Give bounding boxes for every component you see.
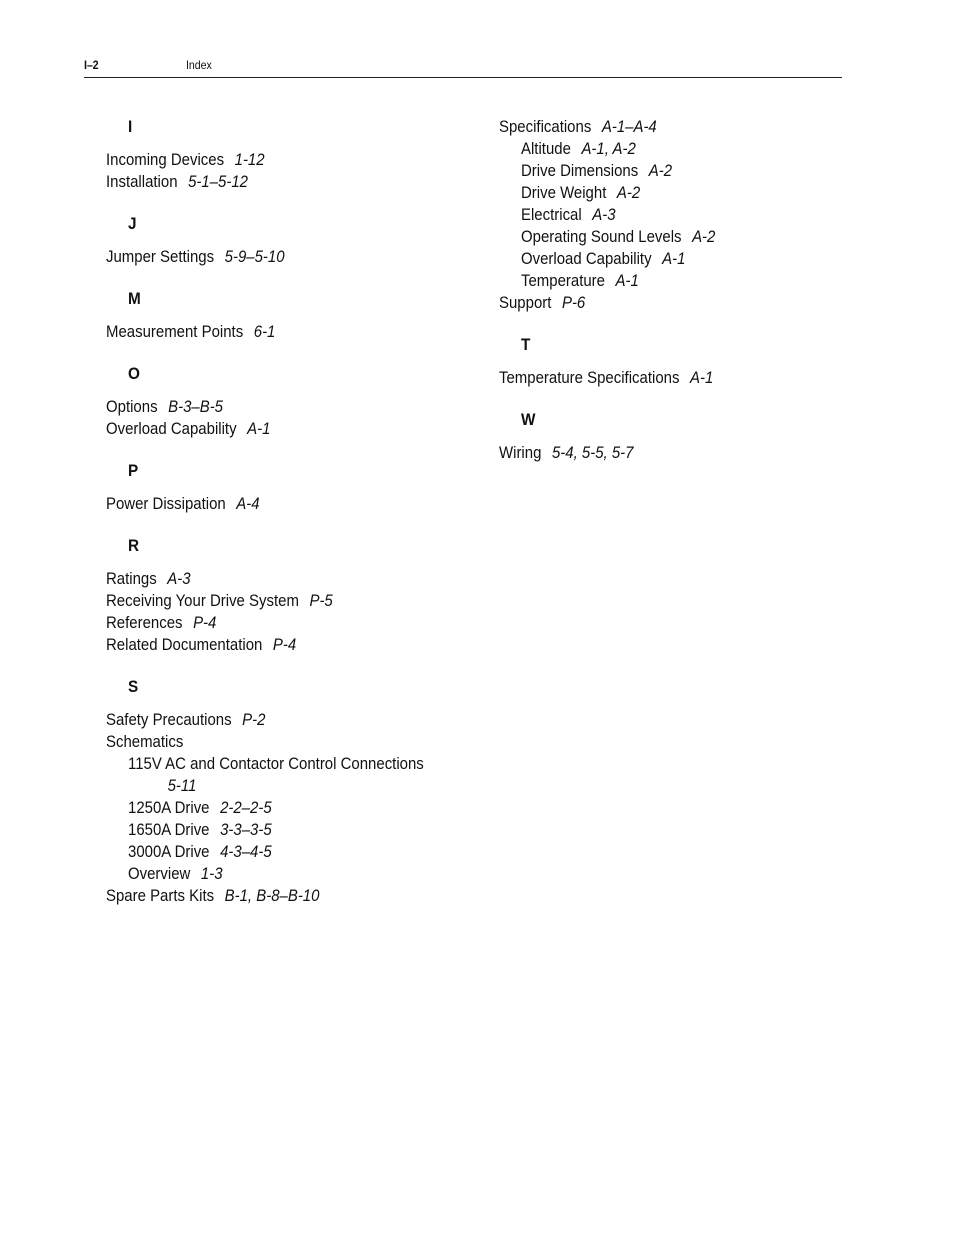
page-header [84, 58, 842, 78]
entry-term: Measurement Points [106, 322, 244, 341]
section-letter: T [521, 335, 531, 354]
index-entry [106, 493, 414, 515]
index-entry [106, 321, 414, 343]
entry-page-ref[interactable]: 5-9–5-10 [224, 247, 285, 266]
entry-page-ref[interactable]: A-1 [247, 419, 271, 438]
section-letter: O [128, 364, 140, 383]
index-entry [499, 292, 798, 314]
entry-page-ref[interactable]: A-1, A-2 [581, 139, 636, 158]
running-head: Index [186, 58, 212, 72]
entry-term: Support [499, 293, 552, 312]
index-subentry [499, 138, 798, 160]
index-subentry [106, 819, 414, 841]
entry-page-ref[interactable]: 5-4, 5-5, 5-7 [551, 443, 634, 462]
index-subentry [499, 270, 798, 292]
entry-term: 115V AC and Contactor Control Connections [128, 754, 424, 773]
entry-page-ref[interactable]: A-3 [592, 205, 616, 224]
entry-page-ref[interactable]: A-2 [648, 161, 673, 180]
section-letter: W [521, 410, 536, 429]
index-section [106, 213, 456, 268]
entry-term: Power Dissipation [106, 494, 226, 513]
entry-page-ref[interactable]: 3-3–3-5 [220, 820, 272, 839]
entry-page-ref[interactable]: B-3–B-5 [168, 397, 224, 416]
entry-page-ref[interactable]: A-2 [692, 227, 716, 246]
index-section [106, 535, 456, 656]
entry-term: 1650A Drive [128, 820, 210, 839]
entry-term: References [106, 613, 183, 632]
entry-page-ref[interactable]: A-3 [167, 569, 191, 588]
entry-term: Jumper Settings [106, 247, 215, 266]
entry-term: Temperature Specifications [499, 368, 680, 387]
entry-page-ref[interactable]: 1-12 [234, 150, 265, 169]
index-entry [499, 442, 798, 464]
entry-term: Installation [106, 172, 178, 191]
index-subentry [106, 797, 414, 819]
index-entry [106, 634, 414, 656]
index-column-right [499, 116, 839, 484]
index-section [499, 409, 839, 464]
entry-term: Altitude [521, 139, 571, 158]
index-entry [106, 709, 414, 731]
index-subentry [499, 226, 798, 248]
section-letter: M [128, 289, 141, 308]
entry-page-ref[interactable]: B-1, B-8–B-10 [224, 886, 320, 905]
entry-term: Drive Dimensions [521, 161, 639, 180]
entry-page-ref[interactable]: 2-2–2-5 [220, 798, 272, 817]
index-subentry [106, 841, 414, 863]
index-entry [106, 590, 414, 612]
index-section [106, 460, 456, 515]
entry-page-ref[interactable]: P-6 [561, 293, 586, 312]
index-entry [106, 246, 414, 268]
section-letter: J [128, 214, 137, 233]
entry-term: Safety Precautions [106, 710, 232, 729]
entry-page-ref[interactable]: 5-11 [167, 776, 197, 795]
index-entry [106, 418, 414, 440]
page-number: I–2 [84, 58, 99, 72]
entry-page-ref[interactable]: A-1 [662, 249, 686, 268]
index-entry [106, 885, 414, 907]
entry-page-ref[interactable]: 5-1–5-12 [188, 172, 248, 191]
entry-page-ref[interactable]: 1-3 [200, 864, 223, 883]
entry-term: Specifications [499, 117, 592, 136]
section-letter: I [128, 117, 133, 136]
entry-term: Electrical [521, 205, 582, 224]
index-section [106, 363, 456, 440]
entry-term: Overload Capability [521, 249, 652, 268]
index-subentry [106, 863, 414, 885]
entry-term: Options [106, 397, 158, 416]
entry-term: Receiving Your Drive System [106, 591, 299, 610]
entry-page-ref[interactable]: 4-3–4-5 [220, 842, 272, 861]
entry-page-ref[interactable]: P-4 [193, 613, 217, 632]
entry-term: Ratings [106, 569, 157, 588]
entry-page-ref[interactable]: A-4 [236, 494, 260, 513]
index-section [106, 676, 456, 907]
entry-page-ref[interactable]: P-4 [272, 635, 297, 654]
index-entry [106, 731, 414, 753]
index-section [106, 116, 456, 193]
entry-page-ref[interactable]: A-1 [690, 368, 714, 387]
section-letter: S [128, 677, 139, 696]
index-subentry [499, 248, 798, 270]
entry-term: Schematics [106, 732, 184, 751]
entry-term: Incoming Devices [106, 150, 225, 169]
index-column-left [106, 116, 456, 927]
entry-term: 1250A Drive [128, 798, 210, 817]
entry-term: Spare Parts Kits [106, 886, 215, 905]
index-subentry [499, 160, 798, 182]
index-subentry [499, 204, 798, 226]
index-section [499, 116, 839, 314]
section-letter: R [128, 536, 140, 555]
index-entry [106, 149, 414, 171]
entry-term: Temperature [521, 271, 605, 290]
entry-page-ref[interactable]: P-5 [309, 591, 333, 610]
entry-page-ref[interactable]: P-2 [242, 710, 266, 729]
section-letter: P [128, 461, 139, 480]
index-section [499, 334, 839, 389]
index-entry [106, 612, 414, 634]
entry-page-ref[interactable]: 6-1 [253, 322, 276, 341]
entry-term: Related Documentation [106, 635, 263, 654]
entry-term: Overview [128, 864, 191, 883]
entry-term: Overload Capability [106, 419, 237, 438]
index-subentry [499, 182, 798, 204]
entry-term: Operating Sound Levels [521, 227, 682, 246]
index-entry [499, 367, 798, 389]
entry-term: Drive Weight [521, 183, 607, 202]
index-entry [106, 396, 414, 418]
entry-term: Wiring [499, 443, 542, 462]
index-section [106, 288, 456, 343]
index-subentry [106, 753, 445, 797]
index-entry [106, 171, 414, 193]
entry-page-ref[interactable]: A-1 [615, 271, 639, 290]
entry-term: 3000A Drive [128, 842, 210, 861]
index-entry [106, 568, 414, 590]
entry-page-ref[interactable]: A-1–A-4 [601, 117, 657, 136]
entry-page-ref[interactable]: A-2 [616, 183, 641, 202]
index-entry [499, 116, 798, 138]
